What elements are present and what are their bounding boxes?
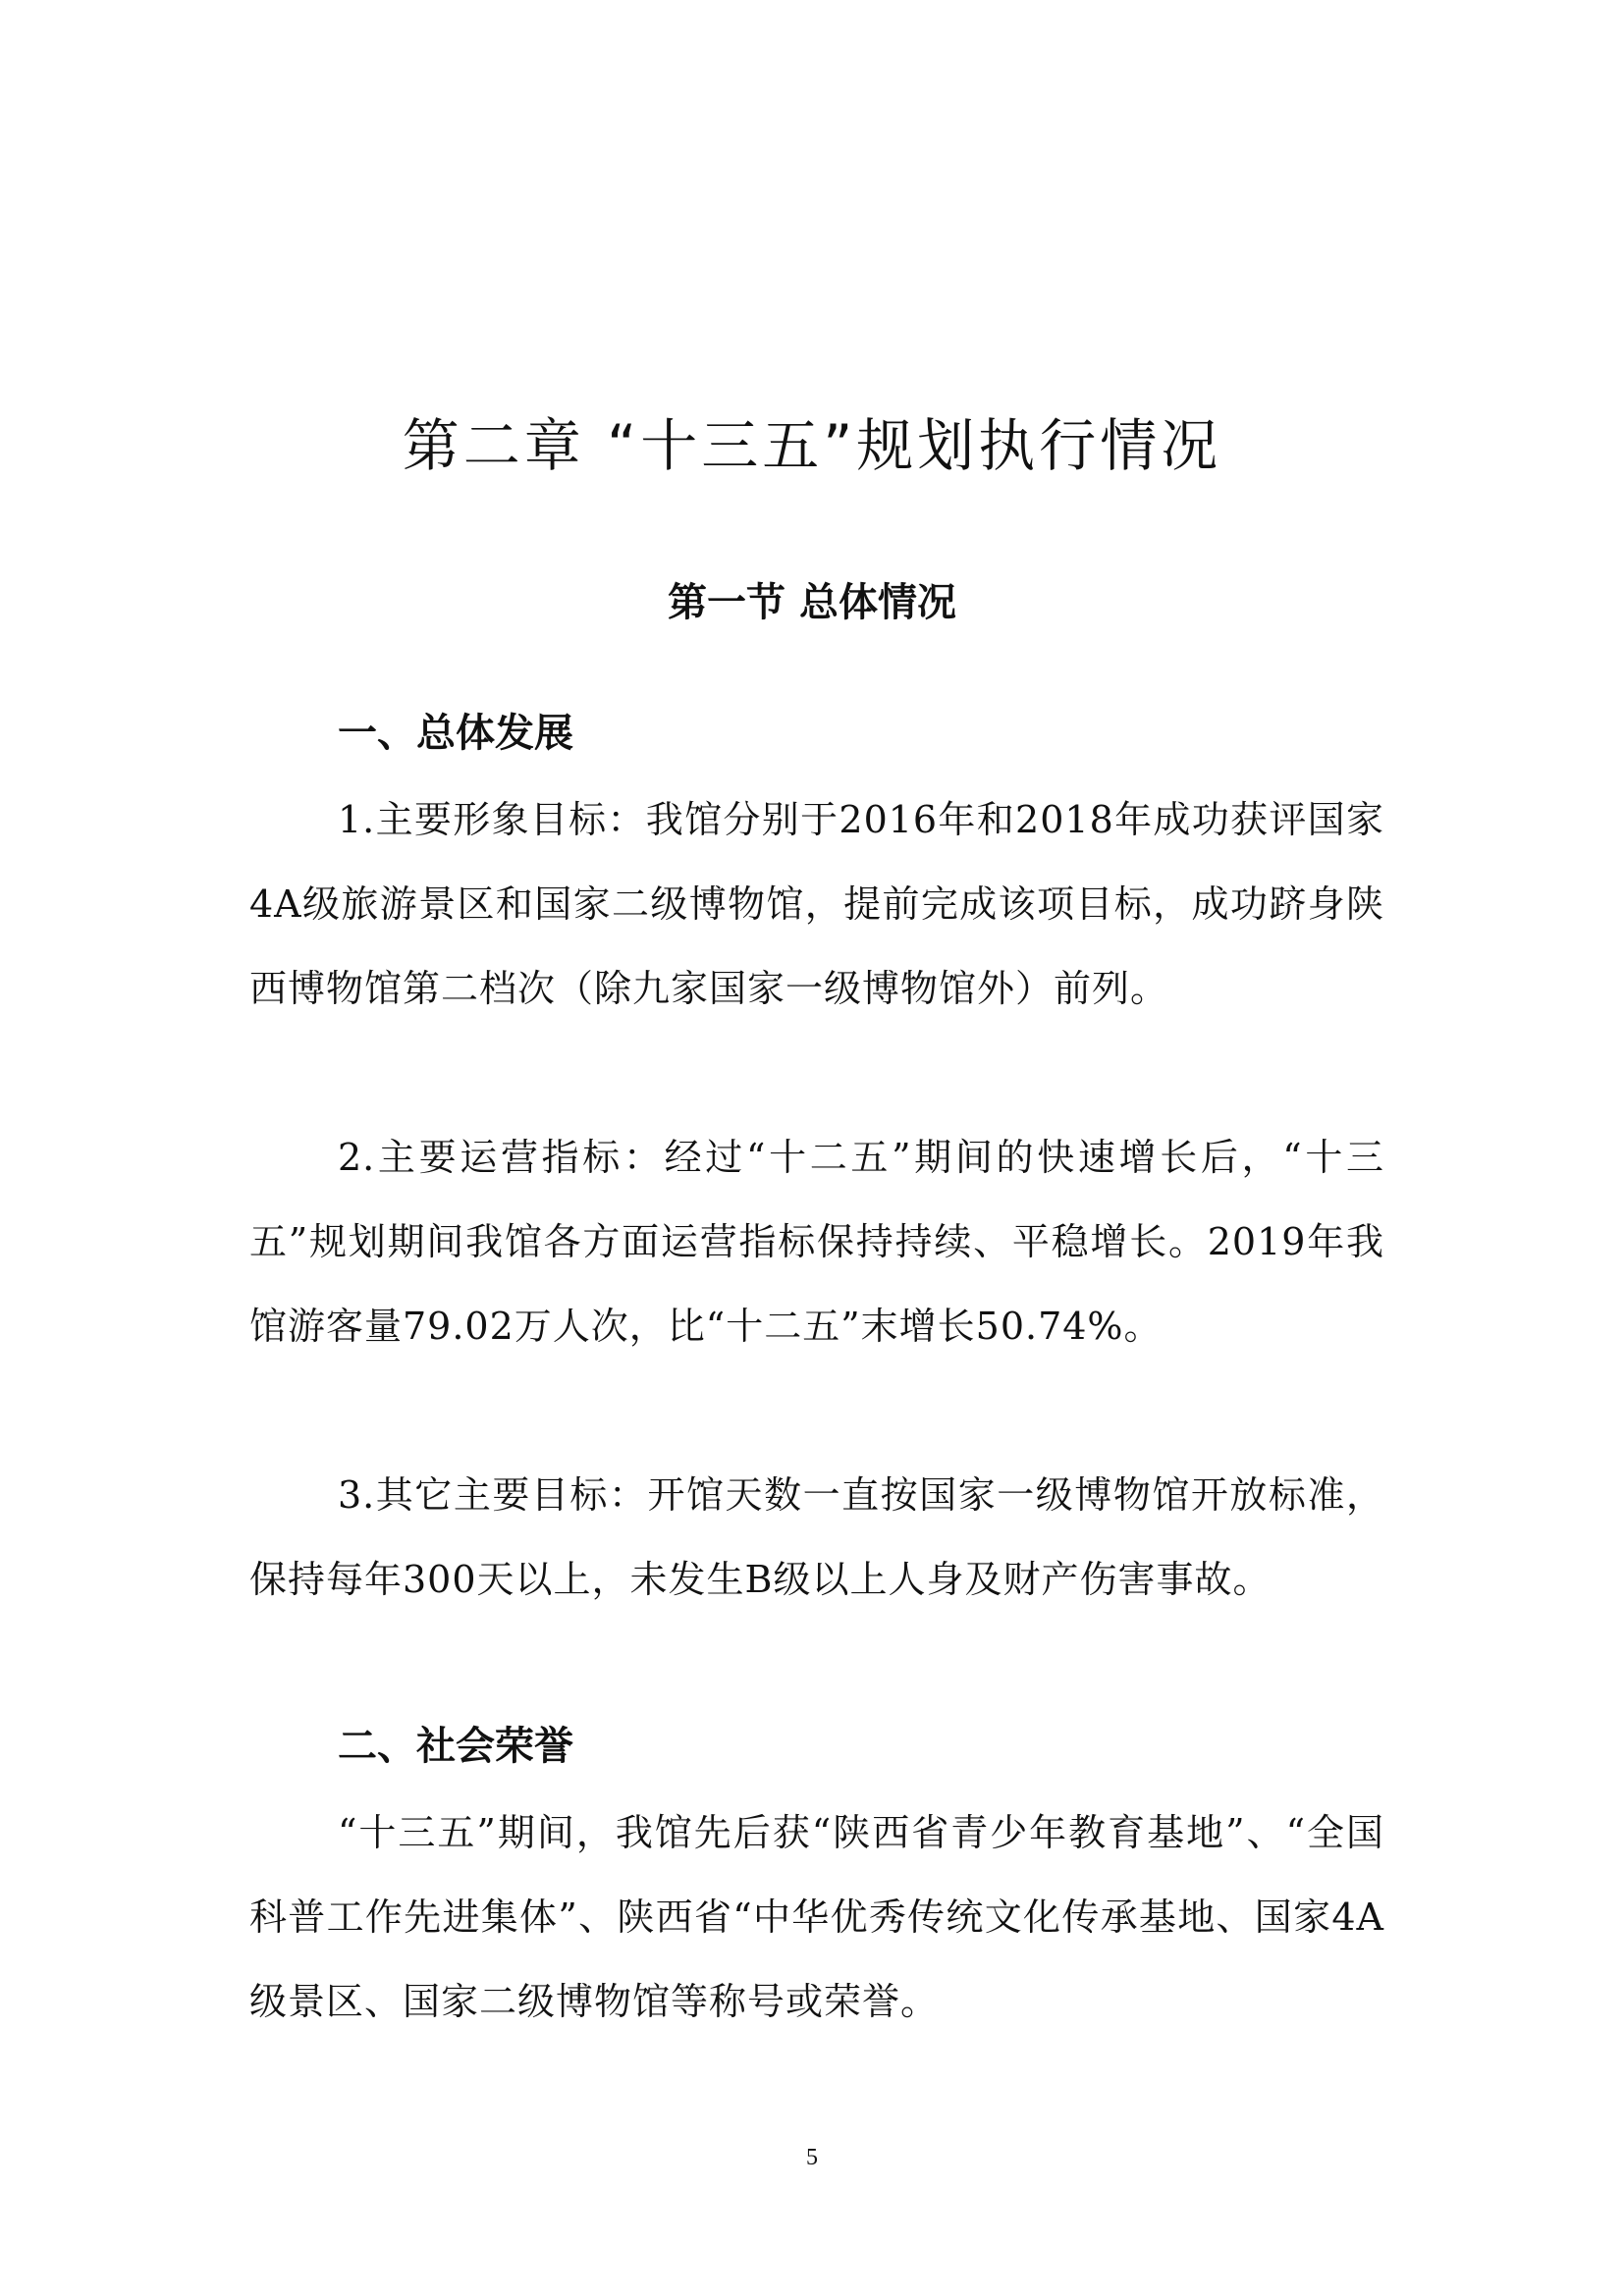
chapter-title: 第二章 “十三五”规划执行情况 [402, 412, 1222, 479]
paragraph-image-goal: 1.主要形象目标：我馆分别于2016年和2018年成功获评国家4A级旅游景区和国家二级博物馆，提前完成该项目标，成功跻身陕西博物馆第二档次（除九家国家一级博物馆外）前列。 [249, 798, 1384, 1010]
section-title: 第一节 总体情况 [668, 580, 956, 625]
page-number: 5 [806, 2145, 818, 2170]
paragraph-honors: “十三五”期间，我馆先后获“陕西省青少年教育基地”、“全国科普工作先进集体”、陕西省“中华优秀传统文化传承基地、国家4A级景区、国家二级博物馆等称号或荣誉。 [249, 1811, 1384, 2023]
paragraph-other-goals: 3.其它主要目标：开馆天数一直按国家一级博物馆开放标准，保持每年300天以上，未发生B级以上人身及财产伤害事故。 [249, 1473, 1384, 1601]
heading-overall-development: 一、总体发展 [338, 711, 573, 756]
heading-social-honors: 二、社会荣誉 [338, 1724, 573, 1769]
paragraph-operating-indicators: 2.主要运营指标：经过“十二五”期间的快速增长后，“十三五”规划期间我馆各方面运营指标保持持续、平稳增长。2019年我馆游客量79.02万人次，比“十二五”末增长50.74%。 [249, 1136, 1384, 1348]
